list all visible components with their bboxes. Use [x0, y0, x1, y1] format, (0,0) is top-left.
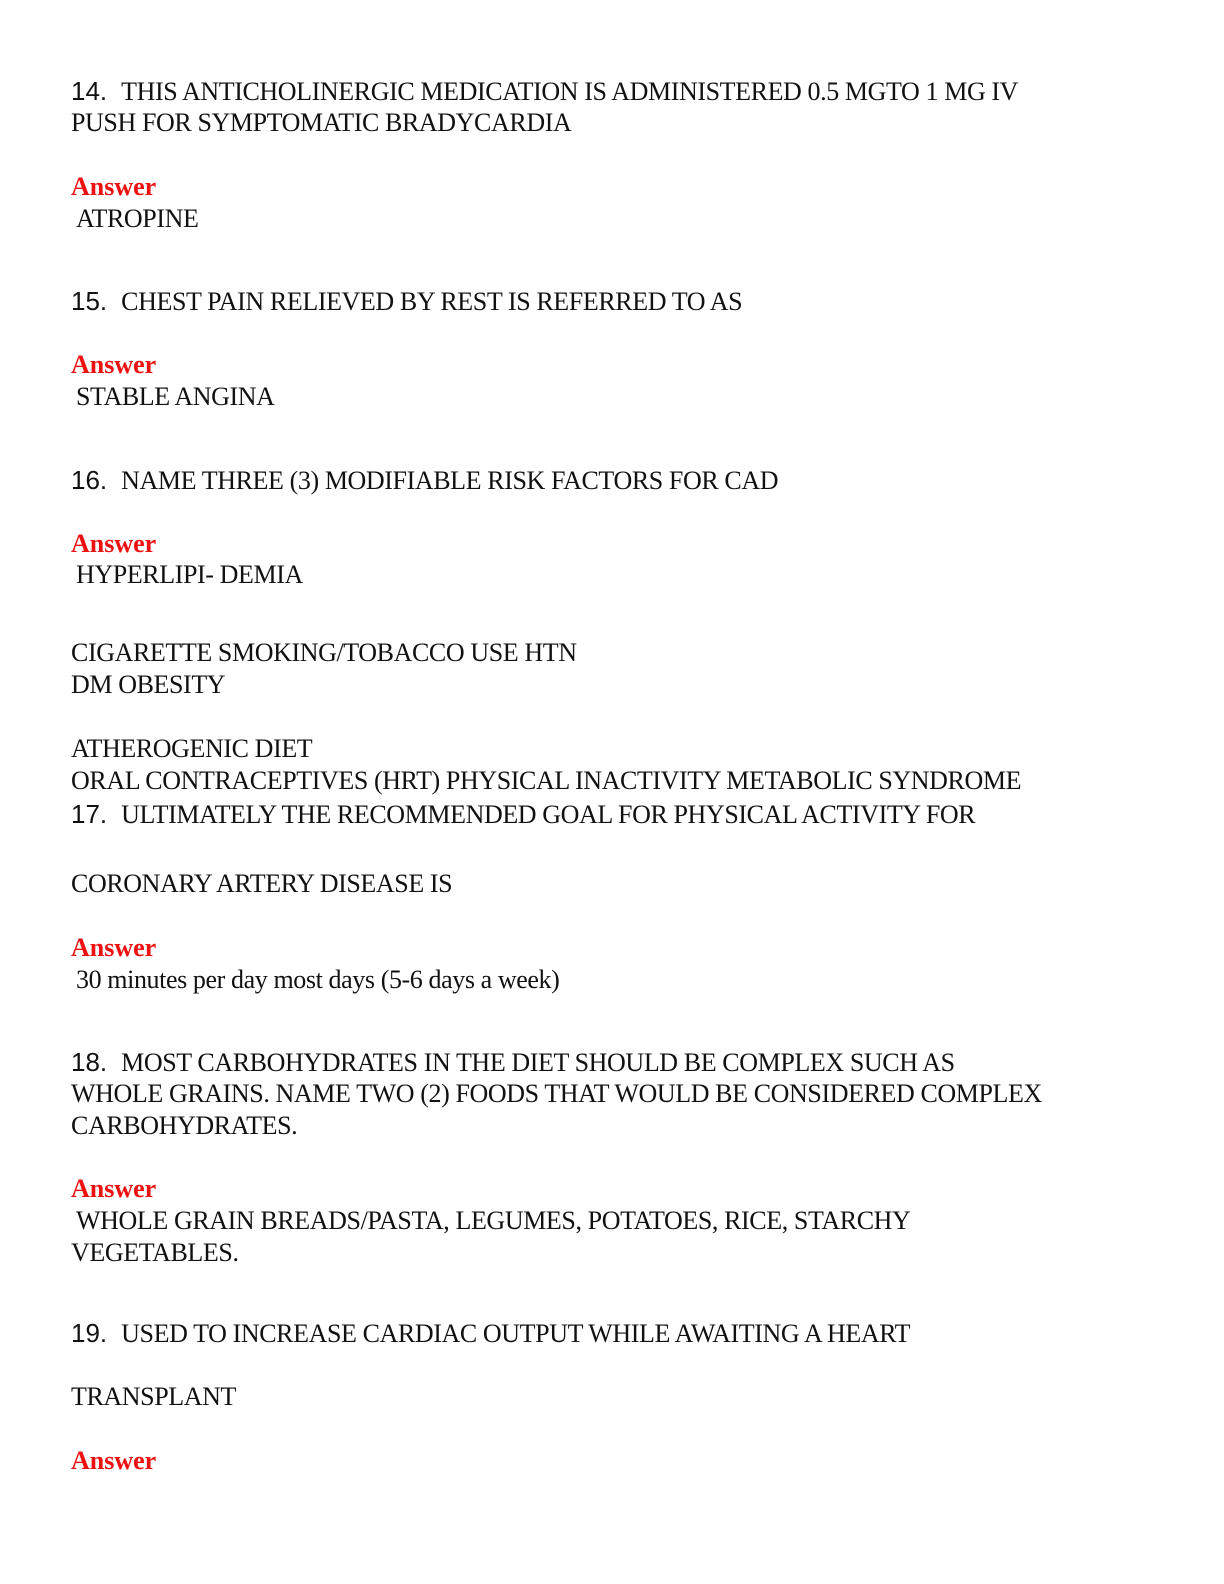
answer-text: STABLE ANGINA [76, 382, 275, 411]
answer-text: 30 minutes per day most days (5-6 days a week) [76, 965, 560, 994]
question-text: THIS ANTICHOLINERGIC MEDICATION IS ADMINISTERED 0.5 MGTO 1 MG IV [121, 77, 1019, 106]
question-line [71, 1317, 910, 1350]
answer-text: HYPERLIPI- DEMIA [76, 560, 303, 589]
question-text: ULTIMATELY THE RECOMMENDED GOAL FOR PHYSICAL ACTIVITY FOR [121, 800, 976, 829]
answer-text: ATROPINE [76, 204, 199, 233]
answer-label: Answer [71, 172, 157, 201]
question-number: 14. [71, 76, 108, 106]
answer-text: ORAL CONTRACEPTIVES (HRT) PHYSICAL INACTIVITY METABOLIC SYNDROME [71, 766, 1022, 795]
question-line [71, 75, 1018, 108]
question-text: NAME THREE (3) MODIFIABLE RISK FACTORS FOR CAD [121, 466, 779, 495]
question-text: CARBOHYDRATES. [71, 1111, 298, 1140]
answer-label: Answer [71, 1446, 157, 1475]
question-line [71, 1046, 955, 1079]
question-text: PUSH FOR SYMPTOMATIC BRADYCARDIA [71, 108, 572, 137]
question-number: 17. [71, 799, 108, 829]
question-line [71, 798, 975, 831]
answer-label: Answer [71, 1174, 157, 1203]
question-text: CHEST PAIN RELIEVED BY REST IS REFERRED TO AS [121, 287, 743, 316]
question-number: 19. [71, 1318, 108, 1348]
question-number: 16. [71, 465, 108, 495]
question-line [71, 285, 742, 318]
answer-label: Answer [71, 350, 157, 379]
answer-text: WHOLE GRAIN BREADS/PASTA, LEGUMES, POTATOES, RICE, STARCHY [76, 1206, 911, 1235]
answer-text: CIGARETTE SMOKING/TOBACCO USE HTN [71, 638, 577, 667]
answer-text: VEGETABLES. [71, 1238, 239, 1267]
question-text: USED TO INCREASE CARDIAC OUTPUT WHILE AWAITING A HEART [121, 1319, 911, 1348]
answer-text: DM OBESITY [71, 670, 226, 699]
answer-text: ATHEROGENIC DIET [71, 734, 313, 763]
answer-label: Answer [71, 529, 157, 558]
question-number: 15. [71, 286, 108, 316]
answer-label: Answer [71, 933, 157, 962]
question-text: TRANSPLANT [71, 1382, 237, 1411]
question-number: 18. [71, 1047, 108, 1077]
question-line [71, 464, 778, 497]
question-text: CORONARY ARTERY DISEASE IS [71, 869, 453, 898]
question-text: WHOLE GRAINS. NAME TWO (2) FOODS THAT WOULD BE CONSIDERED COMPLEX [71, 1079, 1042, 1108]
question-text: MOST CARBOHYDRATES IN THE DIET SHOULD BE COMPLEX SUCH AS [121, 1048, 955, 1077]
